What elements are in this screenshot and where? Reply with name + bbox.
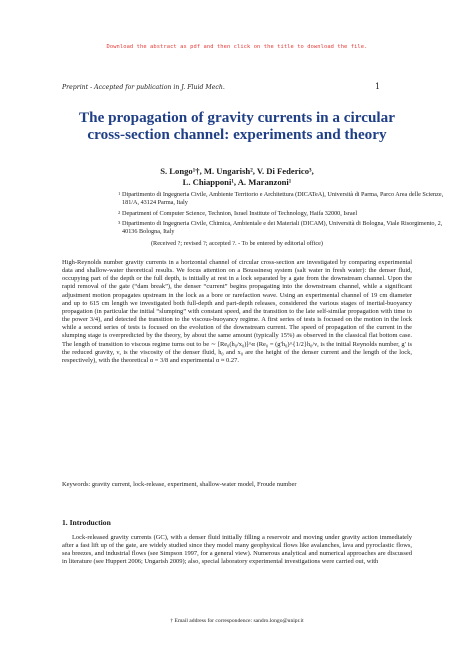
running-head: Preprint - Accepted for publication in J. Fluid Mech. xyxy=(62,84,225,91)
abstract-text: High-Reynolds number gravity currents in a horizontal channel of circular cross-section are investigated by comparing experimental data and shallow-water theoretical results. We focus attention on a Boussinesq system (salt water in fresh water): the denser fluid, occupying part of the depth or the full depth, is initially at rest in a lock separated by a gate from the downstream channel. Upon the rapid removal of the gate (“dam break”), the denser “current” begins propagating into the downstream channel, while a significant adjustment motion propagates upstream in the lock as a bore or rarefaction wave. Using an experimental channel of 19 cm diameter and up to 615 cm length we investigated both full-depth and part-depth releases, considered the various stages of inertial-buoyancy propagation (in particular the initial “slumping” with constant speed, and the transition to the late self-similar propagation with time to the power 3/4), and detected the transition to the viscous-buoyancy regime. A first series of tests is focused on the motion in the lock while a second series of tests is focused on the evolution of the downstream current. The speed of propagation of the current in the slumping stage is overpredicted by the theory, by about the same amount (typically 15%) as observed in the classical flat bottom case. The length of transition to viscous regime turns out to be ∼ [Re₀(h₀/x₀)]^α (Re₀ = (g′h₀)^{1/2}h₀/ν, is the initial Reynolds number, g′ is the reduced gravity, ν, is the viscosity of the denser fluid, h₀ and x₀ are the height of the denser current and the length of the lock, respectively), with the theoretical α = 3/8 and experimental α ≈ 0.27. xyxy=(62,259,412,364)
affiliation-number: 1 xyxy=(118,191,121,196)
paper-title[interactable]: The propagation of gravity currents in a circular cross-section channel: experiments and theory xyxy=(79,109,395,143)
affiliation-item xyxy=(118,210,448,218)
author-list xyxy=(62,166,412,187)
affiliation-item xyxy=(118,220,448,236)
download-instruction-link[interactable]: Download the abstract as pdf and then click on the title to download the file. xyxy=(106,44,368,50)
introduction-paragraph: Lock-released gravity currents (GC), with a denser fluid initially filling a reservoir and moving under gravity action immediately after a fast lift up of the gate, are widely studied since they model many geophysical flows like avalanches, lava and pyroclastic flows, sea breezes, and industrial flows (see Simpson 1997, for a general view). Numerous analytical and numerical approaches are discussed in literature (see Huppert 2006; Ungarish 2009); also, special laboratory experimental investigations were carried out, with xyxy=(62,534,412,566)
affiliation-number: 3 xyxy=(118,220,121,226)
received-dates: (Received ?; revised ?; accepted ?. - To be entered by editorial office) xyxy=(151,240,323,247)
affiliation-text: Department of Computer Science, Technion, Israel Institute of Technology, Haifa 32000, Israel xyxy=(122,209,358,217)
affiliation-text: Dipartimento di Ingegneria Civile, Chimica, Ambientale e dei Materiali (DICAM), Università di Bologna, Viale Risorgimento, 2, 40136 Bologna, Italy xyxy=(122,220,443,236)
correspondence-footnote: † Email address for correspondence: sandro.longo@unipr.it xyxy=(170,618,304,624)
author-line-2: L. Chiapponi¹, A. Maranzoni¹ xyxy=(182,176,292,187)
affiliation-item xyxy=(118,191,448,207)
affiliation-number: 2 xyxy=(118,209,121,215)
affiliation-list xyxy=(118,191,448,239)
section-heading-introduction: 1. Introduction xyxy=(62,518,111,527)
affiliation-text: Dipartimento di Ingegneria Civile, Ambiente Territorio e Architettura (DICATeA), Università di Parma, Parco Area delle Scienze, 181/A, 43124 Parma, Italy xyxy=(122,191,444,206)
page-number: 1 xyxy=(375,82,381,91)
keywords: Keywords: gravity current, lock-release, experiment, shallow-water model, Froude number xyxy=(62,481,297,488)
author-line-1: S. Longo¹†, M. Ungarish², V. Di Federico³, xyxy=(160,166,314,176)
